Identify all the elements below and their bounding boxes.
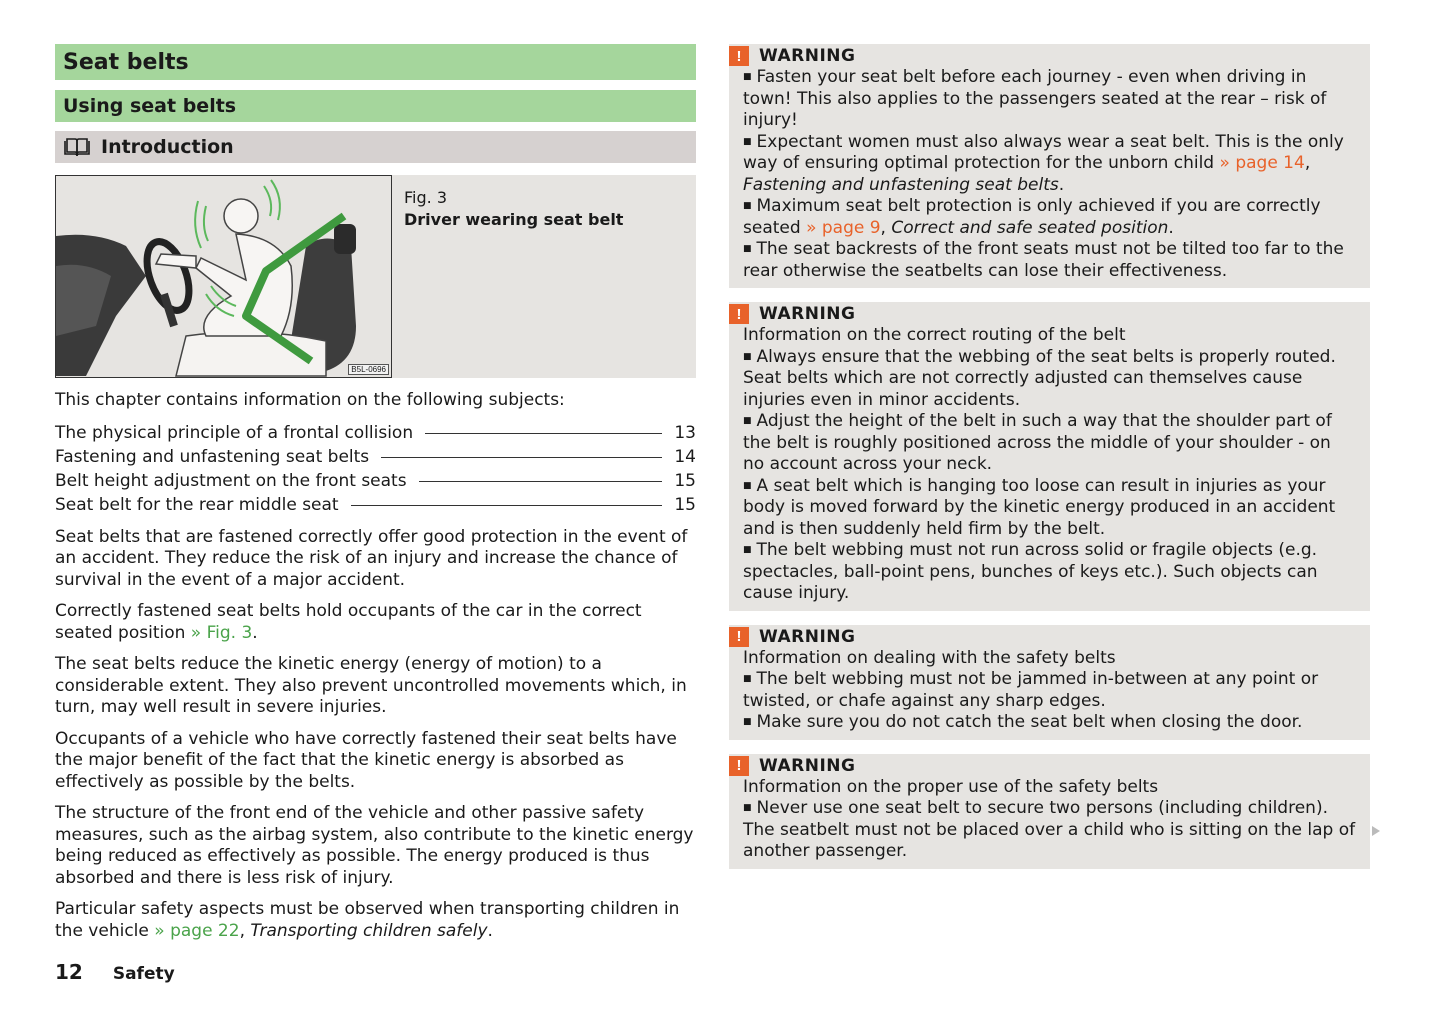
link-title: Transporting children safely — [250, 920, 488, 941]
toc-item-page: 13 — [674, 422, 696, 443]
toc-item-label: Fastening and unfastening seat belts — [55, 446, 370, 467]
warning-box — [729, 754, 1370, 869]
toc-intro: This chapter contains information on the following subjects: — [55, 390, 565, 410]
warning-bullet — [743, 132, 1356, 197]
toc-item-page: 15 — [674, 494, 696, 515]
figure-title: Driver wearing seat belt — [404, 210, 624, 229]
toc-item-label: The physical principle of a frontal collision — [55, 422, 414, 443]
paragraph — [55, 899, 696, 942]
subsection-heading-text: Introduction — [101, 136, 234, 158]
figure — [55, 175, 696, 378]
toc-item[interactable] — [55, 469, 696, 493]
bullet-text: Expectant women must also always wear a seat belt. This is the only way of ensuring optimal protection for the unborn child — [743, 131, 1344, 173]
warning-bullet: ■ Fasten your seat belt before each journey - even when driving in town! This also applies to the passengers seated at the rear – risk of injury! — [743, 67, 1356, 132]
warning-bullet: ■ The seat backrests of the front seats must not be tilted too far to the rear otherwise the seatbelts can lose their effectiveness. — [743, 239, 1356, 282]
left-column — [55, 44, 696, 942]
paragraph: Occupants of a vehicle who have correctly fastened their seat belts have the major benefit of the fact that the kinetic energy is absorbed as effectively as possible by the belts. — [55, 728, 677, 792]
book-icon — [63, 137, 91, 157]
warning-bullet: ■ Make sure you do not catch the seat belt when closing the door. — [743, 712, 1356, 734]
paragraph-text: . — [487, 920, 493, 941]
section-heading-text: Using seat belts — [63, 95, 237, 117]
warning-header — [729, 625, 1356, 648]
subsection-heading — [55, 131, 696, 163]
toc-leader — [419, 481, 662, 482]
warning-intro: Information on the correct routing of the belt — [743, 325, 1126, 345]
warning-bullet: ■ Always ensure that the webbing of the seat belts is properly routed. Seat belts which are not correctly adjusted can themselves cause injuries even in minor accidents. — [743, 347, 1356, 412]
warning-bullet: ■ A seat belt which is hanging too loose can result in injuries as your body is moved forward by the kinetic energy produced in an accident and is then suddenly held firm by the belt. — [743, 476, 1356, 541]
warning-bullet: ■ Never use one seat belt to secure two persons (including children). The seatbelt must not be placed over a child who is sitting on the lap of another passenger. — [743, 798, 1356, 863]
toc-item[interactable] — [55, 445, 696, 469]
link-title: Fastening and unfastening seat belts — [743, 174, 1059, 195]
warning-box — [729, 625, 1370, 740]
warning-icon: ! — [729, 304, 749, 324]
warning-title: WARNING — [759, 304, 856, 324]
section-heading — [55, 90, 696, 122]
warning-bullet: ■ The belt webbing must not be jammed in-between at any point or twisted, or chafe against any sharp edges. — [743, 669, 1356, 712]
footer-section-name: Safety — [112, 964, 175, 984]
paragraph-text: , — [239, 920, 251, 941]
paragraph: The structure of the front end of the vehicle and other passive safety measures, such as the airbag system, also contribute to the kinetic energy being reduced as effectively as possible. The energy produced is thus absorbed and there is less risk of injury. — [55, 803, 694, 888]
page-link[interactable]: » page 14 — [1219, 153, 1305, 173]
table-of-contents — [55, 421, 696, 517]
driver-seatbelt-illustration — [56, 176, 391, 377]
paragraph — [55, 601, 696, 644]
toc-item[interactable] — [55, 421, 696, 445]
warning-title: WARNING — [759, 46, 856, 66]
toc-item[interactable] — [55, 493, 696, 517]
chapter-heading — [55, 44, 696, 80]
bullet-text: , — [1304, 153, 1311, 173]
paragraph: The seat belts reduce the kinetic energy (energy of motion) to a considerable extent. They also prevent uncontrolled movements which, in turn, may well result in severe injuries. — [55, 654, 687, 717]
bullet-text: , — [880, 217, 892, 238]
figure-number: Fig. 3 — [404, 188, 447, 207]
toc-item-page: 15 — [674, 470, 696, 491]
toc-item-page: 14 — [674, 446, 696, 467]
paragraph-text: Particular safety aspects must be observed when transporting children in the vehicle — [55, 899, 680, 941]
toc-item-label: Seat belt for the rear middle seat — [55, 494, 339, 515]
paragraph: Seat belts that are fastened correctly offer good protection in the event of an accident. They reduce the risk of an injury and increase the chance of survival in the event of a major accident. — [55, 526, 688, 590]
warning-icon: ! — [729, 756, 749, 776]
paragraph-text: . — [252, 622, 258, 643]
page-link[interactable]: » page 22 — [154, 920, 240, 941]
warning-bullet: ■ The belt webbing must not run across solid or fragile objects (e.g. spectacles, ball-point pens, bunches of keys etc.). Such objects can cause injury. — [743, 540, 1356, 605]
warning-header — [729, 44, 1356, 67]
toc-leader — [425, 433, 662, 434]
warning-title: WARNING — [759, 626, 856, 647]
figure-link[interactable]: » Fig. 3 — [190, 622, 253, 643]
warning-bullet — [743, 196, 1356, 239]
warning-icon: ! — [729, 627, 749, 647]
bullet-text: . — [1168, 217, 1174, 238]
page-footer — [55, 960, 175, 984]
page-link[interactable]: » page 9 — [806, 217, 881, 238]
figure-illustration — [55, 175, 392, 378]
figure-caption — [392, 175, 696, 378]
toc-leader — [381, 457, 662, 458]
continue-arrow-icon — [1372, 826, 1380, 836]
page-number: 12 — [55, 960, 83, 984]
warning-box — [729, 44, 1370, 288]
warning-header — [729, 302, 1356, 325]
figure-code: B5L-0696 — [348, 364, 389, 375]
warning-intro: Information on dealing with the safety belts — [743, 647, 1116, 668]
toc-leader — [351, 505, 662, 506]
link-title: Correct and safe seated position — [891, 217, 1169, 238]
warning-title: WARNING — [759, 755, 856, 776]
warning-bullet: ■ Adjust the height of the belt in such a way that the shoulder part of the belt is roughly positioned across the middle of your shoulder - on no account across your neck. — [743, 411, 1356, 476]
toc-item-label: Belt height adjustment on the front seats — [55, 470, 407, 491]
warning-box — [729, 302, 1370, 611]
bullet-text: Maximum seat belt protection is only achieved if you are correctly seated — [743, 196, 1321, 238]
warning-intro: Information on the proper use of the safety belts — [743, 776, 1159, 797]
warning-icon: ! — [729, 46, 749, 66]
right-column — [729, 44, 1370, 869]
bullet-text: . — [1058, 174, 1065, 195]
paragraph-text: Correctly fastened seat belts hold occupants of the car in the correct seated position — [55, 601, 642, 643]
chapter-heading-text: Seat belts — [63, 49, 189, 75]
warning-header — [729, 754, 1356, 777]
